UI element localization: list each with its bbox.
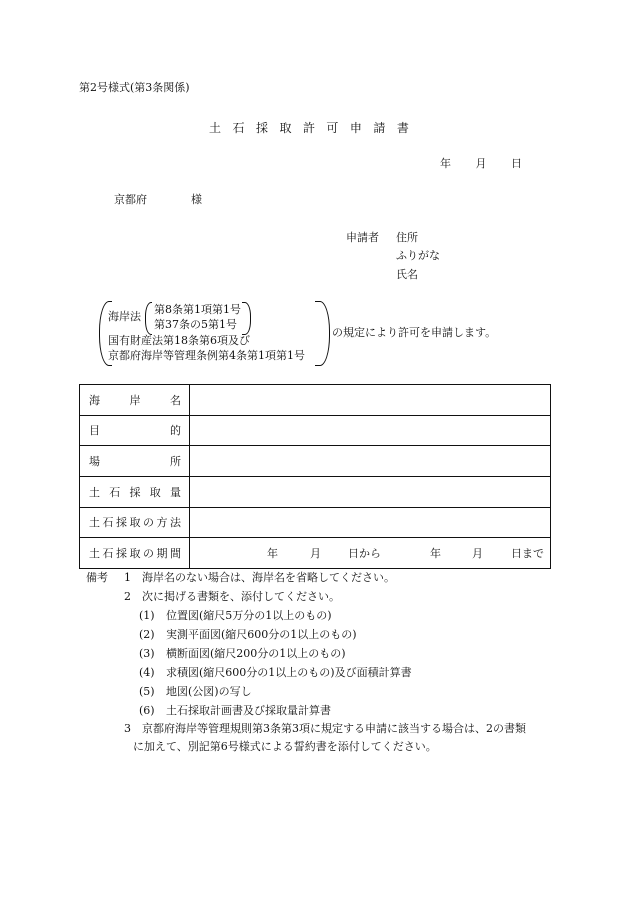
field-coast-name[interactable] bbox=[190, 385, 551, 416]
doc-item: 地図(公図)の写し bbox=[166, 685, 252, 698]
period-row bbox=[190, 538, 550, 568]
label-char: 量 bbox=[170, 485, 181, 499]
law-kaigan: 海岸法 bbox=[108, 310, 141, 323]
addressee-name: 京都府 bbox=[114, 193, 147, 206]
row-label bbox=[80, 476, 190, 507]
label-char: 的 bbox=[170, 424, 181, 438]
label-char: 採 bbox=[129, 485, 141, 499]
title-char: 採 bbox=[255, 121, 268, 135]
label-char: 目 bbox=[89, 424, 100, 438]
label-spread bbox=[80, 392, 189, 408]
label-spread bbox=[80, 514, 189, 530]
date-day: 日 bbox=[511, 157, 522, 170]
applicant-name-label: 氏名 bbox=[396, 268, 418, 281]
label-char: 採 bbox=[116, 547, 127, 561]
label-spread bbox=[80, 484, 189, 500]
label-char: の bbox=[143, 547, 154, 561]
doc-number: (5) bbox=[139, 685, 155, 698]
law-suffix: の規定により許可を申請します。 bbox=[332, 326, 497, 339]
application-table bbox=[79, 384, 551, 569]
row-label bbox=[80, 507, 190, 538]
label-char: 石 bbox=[102, 547, 114, 561]
label-char: 間 bbox=[170, 547, 181, 561]
title-char: 許 bbox=[302, 121, 315, 135]
date-line bbox=[440, 155, 522, 171]
note-2: 次に掲げる書類を、添付してください。 bbox=[142, 590, 340, 603]
label-char: 取 bbox=[129, 547, 141, 561]
title-char: 可 bbox=[326, 121, 339, 135]
date-year: 年 bbox=[440, 157, 451, 170]
label-char: 名 bbox=[170, 393, 181, 407]
addressee-honorific: 様 bbox=[191, 193, 202, 206]
addressee bbox=[114, 193, 202, 207]
label-spread bbox=[80, 422, 189, 438]
doc-number: (4) bbox=[139, 666, 155, 679]
row-label bbox=[80, 446, 190, 477]
notes-heading: 備考 bbox=[86, 571, 108, 584]
label-char: 土 bbox=[89, 516, 100, 530]
label-char: 石 bbox=[109, 485, 121, 499]
period-from-year: 年 bbox=[267, 547, 278, 561]
title-char: 土 bbox=[209, 121, 222, 135]
label-char: 期 bbox=[156, 547, 168, 561]
field-location[interactable] bbox=[190, 446, 551, 477]
label-char: 取 bbox=[149, 485, 161, 499]
form-number: 第2号様式(第3条関係) bbox=[79, 81, 190, 94]
note-number: 1 bbox=[124, 571, 131, 584]
title-char: 取 bbox=[279, 121, 292, 135]
label-char: 法 bbox=[170, 516, 181, 530]
label-char: 土 bbox=[89, 485, 100, 499]
row-label bbox=[80, 415, 190, 446]
note-number: 3 bbox=[124, 722, 131, 735]
date-month: 月 bbox=[475, 157, 487, 170]
period-to-month: 月 bbox=[472, 547, 483, 561]
field-method[interactable] bbox=[190, 507, 551, 538]
label-spread bbox=[80, 453, 189, 469]
title-char: 石 bbox=[232, 121, 245, 135]
table-row bbox=[80, 476, 551, 507]
note-3-line-2: に加えて、別記第6号様式による誓約書を添付してください。 bbox=[133, 740, 437, 753]
field-quantity[interactable] bbox=[190, 476, 551, 507]
doc-number: (1) bbox=[139, 609, 155, 622]
label-char: 採 bbox=[116, 516, 127, 530]
label-char: 所 bbox=[170, 455, 181, 469]
label-char: 方 bbox=[156, 516, 168, 530]
table-row bbox=[80, 385, 551, 416]
period-from-month: 月 bbox=[310, 547, 321, 561]
doc-item: 位置図(縮尺5万分の1以上のもの) bbox=[166, 609, 332, 622]
label-char: 岸 bbox=[129, 393, 141, 407]
field-period[interactable] bbox=[190, 538, 551, 569]
label-spread bbox=[80, 545, 189, 561]
doc-item: 実測平面図(縮尺600分の1以上のもの) bbox=[166, 628, 357, 641]
document-title bbox=[209, 119, 409, 136]
law-kyoto-ordinance: 京都府海岸等管理条例第4条第1項第1号 bbox=[108, 349, 305, 362]
applicant-address-label: 住所 bbox=[396, 231, 418, 244]
table-row bbox=[80, 446, 551, 477]
label-char: 土 bbox=[89, 547, 100, 561]
applicant-label: 申請者 bbox=[346, 231, 379, 244]
table-row bbox=[80, 415, 551, 446]
note-3-line-1: 京都府海岸等管理規則第3条第3項に規定する申請に該当する場合は、2の書類 bbox=[142, 722, 526, 735]
law-article-8: 第8条第1項第1号 bbox=[154, 303, 241, 316]
table-row bbox=[80, 538, 551, 569]
title-char: 申 bbox=[349, 121, 362, 135]
label-char: 取 bbox=[129, 516, 141, 530]
title-char: 請 bbox=[373, 121, 386, 135]
row-label bbox=[80, 385, 190, 416]
period-to-day: 日まで bbox=[511, 547, 544, 561]
doc-number: (2) bbox=[139, 628, 155, 641]
table-row bbox=[80, 507, 551, 538]
law-article-37: 第37条の5第1号 bbox=[154, 318, 237, 331]
doc-number: (6) bbox=[139, 704, 155, 717]
period-from-day: 日から bbox=[348, 547, 381, 561]
law-kokuyu: 国有財産法第18条第6項及び bbox=[108, 334, 250, 347]
period-to-year: 年 bbox=[430, 547, 441, 561]
doc-item: 横断面図(縮尺200分の1以上のもの) bbox=[166, 647, 346, 660]
doc-number: (3) bbox=[139, 647, 155, 660]
doc-item: 土石採取計画書及び採取量計算書 bbox=[166, 704, 331, 717]
label-char: 海 bbox=[89, 393, 100, 407]
label-char: 場 bbox=[89, 455, 100, 469]
note-1: 海岸名のない場合は、海岸名を省略してください。 bbox=[142, 571, 395, 584]
note-number: 2 bbox=[124, 590, 131, 603]
title-char: 書 bbox=[396, 121, 409, 135]
doc-item: 求積図(縮尺600分の1以上のもの)及び面積計算書 bbox=[166, 666, 412, 679]
row-label bbox=[80, 538, 190, 569]
applicant-furigana-label: ふりがな bbox=[396, 249, 440, 262]
label-char: 石 bbox=[102, 516, 114, 530]
field-purpose[interactable] bbox=[190, 415, 551, 446]
label-char: の bbox=[143, 516, 154, 530]
